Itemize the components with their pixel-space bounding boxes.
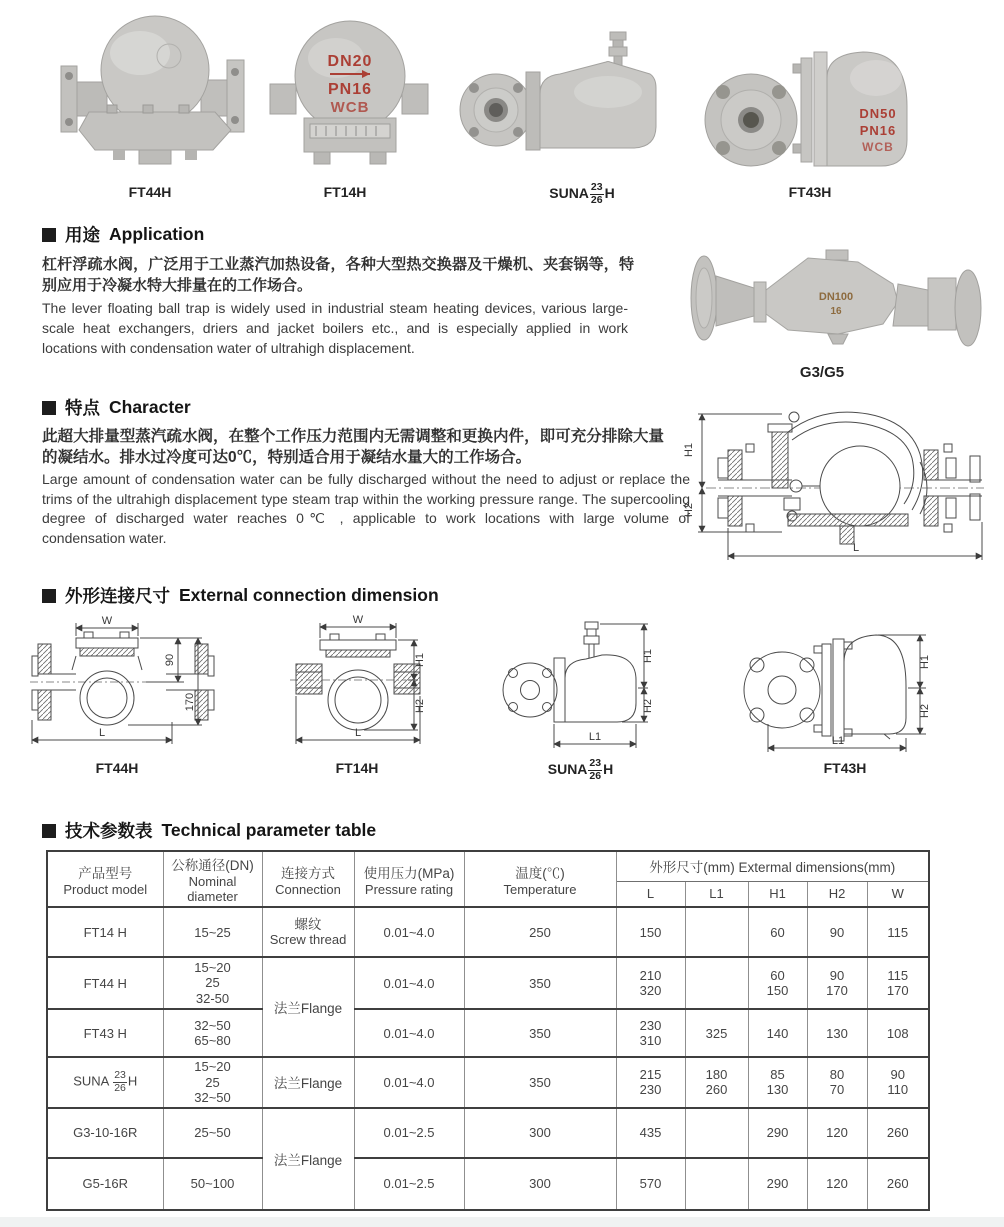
col-header-temperature: 温度(℃) Temperature xyxy=(464,851,616,907)
drawing-label-ft44h: FT44H xyxy=(95,760,139,776)
ft43h-product-photo xyxy=(693,28,913,176)
section-marker-square xyxy=(42,589,56,603)
cell-temperature: 300 xyxy=(464,1108,616,1158)
page-bottom-strip xyxy=(0,1217,1004,1227)
col-header-dimensions-group: 外形尺寸(mm) Extermal dimensions(mm) xyxy=(616,851,929,881)
suna-prefix: SUNA xyxy=(549,184,589,201)
cell-dn: 15~20 25 32~50 xyxy=(163,1057,262,1108)
cell-dim-h2: 90 170 xyxy=(807,957,867,1009)
cell-connection-screw: 螺纹 Screw thread xyxy=(262,907,354,957)
cell-dim-h2: 90 xyxy=(807,907,867,957)
cell-pressure: 0.01~4.0 xyxy=(354,957,464,1009)
cell-pressure: 0.01~2.5 xyxy=(354,1108,464,1158)
section-marker-square xyxy=(42,401,56,415)
dim-label-l: L xyxy=(852,542,860,554)
cell-dn: 15~20 25 32-50 xyxy=(163,957,262,1009)
section-marker-square xyxy=(42,824,56,838)
cell-dim-w: 260 xyxy=(867,1158,929,1210)
ft43h-mark-wcb: WCB xyxy=(862,140,894,154)
ft43h-dimension-drawing xyxy=(738,612,933,754)
dim-label-170: 170 xyxy=(184,692,196,712)
cell-connection-flange: 法兰Flange xyxy=(262,1057,354,1108)
dim-label-h2: H2 xyxy=(642,698,654,714)
cell-dim-l: 570 xyxy=(616,1158,685,1210)
cell-pressure: 0.01~4.0 xyxy=(354,1009,464,1057)
dim-label-l1: L1 xyxy=(831,735,845,747)
col-header-dim-h2: H2 xyxy=(807,881,867,907)
drawing-label-ft43h: FT43H xyxy=(823,760,867,776)
cell-temperature: 300 xyxy=(464,1158,616,1210)
cell-dim-h2: 130 xyxy=(807,1009,867,1057)
character-text-zh: 此超大排量型蒸汽疏水阀，在整个工作压力范围内无需调整和更换内件，即可充分排除大量的凝结水。排水过冷度可达0℃，特别适合用于凝结水量大的工作场合。 xyxy=(42,428,664,466)
cell-dim-w: 108 xyxy=(867,1009,929,1057)
cell-temperature: 350 xyxy=(464,957,616,1009)
cell-dim-w: 115 xyxy=(867,907,929,957)
dim-label-w: W xyxy=(101,615,113,627)
dim-label-l: L xyxy=(354,727,362,739)
dim-label-h2: H2 xyxy=(683,502,695,518)
cell-dn: 15~25 xyxy=(163,907,262,957)
col-header-dim-w: W xyxy=(867,881,929,907)
cell-pressure: 0.01~4.0 xyxy=(354,907,464,957)
cell-model: FT43 H xyxy=(47,1009,163,1057)
cell-model: G5-16R xyxy=(47,1158,163,1210)
ft43h-mark-pn16: PN16 xyxy=(859,123,897,138)
col-header-nominal-diameter: 公称通径(DN) Nominal diameter xyxy=(163,851,262,907)
cell-dim-w: 115 170 xyxy=(867,957,929,1009)
g3g5-mark-dn100: DN100 xyxy=(818,291,854,303)
g3g5-product-photo xyxy=(688,238,993,360)
cell-dim-h1: 60 xyxy=(748,907,807,957)
suna-suffix: H xyxy=(603,760,614,777)
character-heading-zh: 特点 xyxy=(65,398,100,418)
cell-pressure: 0.01~2.5 xyxy=(354,1158,464,1210)
ft14h-product-photo xyxy=(262,18,437,176)
col-header-dim-l1: L1 xyxy=(685,881,748,907)
cell-dim-l: 215 230 xyxy=(616,1057,685,1108)
dim-label-h1: H1 xyxy=(919,654,931,670)
cell-temperature: 250 xyxy=(464,907,616,957)
ft14h-mark-pn16: PN16 xyxy=(327,81,373,98)
application-text-zh: 杠杆浮疏水阀，广泛用于工业蒸汽加热设备，各种大型热交换器及干燥机、夹套锅等，特别应用于冷凝水特大排量在的工作场合。 xyxy=(42,256,634,294)
cell-dim-l: 210 320 xyxy=(616,957,685,1009)
col-header-dim-h1: H1 xyxy=(748,881,807,907)
table-heading-en: Technical parameter table xyxy=(161,820,377,840)
cell-dim-h2: 120 xyxy=(807,1158,867,1210)
cell-dim-l1: 180 260 xyxy=(685,1057,748,1108)
dim-label-h1: H1 xyxy=(642,648,654,664)
table-row-ft14h xyxy=(47,907,929,957)
cross-section-drawing xyxy=(672,398,1002,570)
cell-dim-h2: 120 xyxy=(807,1108,867,1158)
ft44h-dimension-drawing xyxy=(28,614,218,754)
cell-dim-l1 xyxy=(685,957,748,1009)
dim-label-h1: H1 xyxy=(414,652,426,668)
g3g5-mark-16: 16 xyxy=(830,306,842,317)
application-text-en: The lever floating ball trap is widely used in industrial steam heating devices, various large-scale heat exchangers, driers and jacket boilers etc., and is especially applied in work locations with condensation water of ultrahigh displacement. xyxy=(42,300,628,356)
suna-fraction: $\frac{23}{26}$ xyxy=(590,181,603,206)
character-text-en: Large amount of condensation water can be fully discharged without the need to adjust or replace the trims of the ultrahigh displacement type steam trap within the working pressure range. The supercooling degree of discharged water reaches 0℃ , applicable to work locations with large volume of condensation water. xyxy=(42,471,690,546)
suna-product-photo xyxy=(458,22,663,174)
cell-model: SUNA $\frac{23}{26}$ H xyxy=(47,1057,163,1108)
product-label-ft43h: FT43H xyxy=(788,184,832,200)
ft44h-product-photo xyxy=(55,8,250,176)
table-row-ft44h xyxy=(47,957,929,1009)
col-header-connection: 连接方式 Connection xyxy=(262,851,354,907)
dimension-section-heading xyxy=(42,583,439,608)
cell-dim-h1: 85 130 xyxy=(748,1057,807,1108)
dim-label-h1: H1 xyxy=(683,442,695,458)
table-row-ft43h xyxy=(47,1009,929,1057)
cell-dim-l: 230 310 xyxy=(616,1009,685,1057)
dim-label-w: W xyxy=(352,614,364,626)
table-row-suna xyxy=(47,1057,929,1108)
cell-connection-flange: 法兰Flange xyxy=(262,957,354,1057)
character-heading-en: Character xyxy=(109,397,191,417)
col-header-product-model: 产品型号 Product model xyxy=(47,851,163,907)
product-label-ft44h: FT44H xyxy=(128,184,172,200)
dimension-heading-zh: 外形连接尺寸 xyxy=(65,586,170,606)
application-heading-zh: 用途 xyxy=(65,225,100,245)
col-header-pressure: 使用压力(MPa) Pressure rating xyxy=(354,851,464,907)
cell-model: FT44 H xyxy=(47,957,163,1009)
cell-connection-flange: 法兰Flange xyxy=(262,1108,354,1210)
cell-temperature: 350 xyxy=(464,1057,616,1108)
cell-dim-l: 435 xyxy=(616,1108,685,1158)
cell-model: FT14 H xyxy=(47,907,163,957)
col-header-dim-l: L xyxy=(616,881,685,907)
product-label-suna xyxy=(520,182,644,206)
ft14h-mark-dn20: DN20 xyxy=(327,53,373,70)
suna-fraction: $\frac{23}{26}$ xyxy=(114,1069,126,1094)
drawing-label-suna xyxy=(518,758,643,782)
cell-dim-w: 260 xyxy=(867,1108,929,1158)
character-heading xyxy=(42,395,191,420)
cell-dn: 32~50 65~80 xyxy=(163,1009,262,1057)
ft14h-dimension-drawing xyxy=(288,614,428,754)
suna-prefix: SUNA xyxy=(547,760,588,777)
cell-dim-l1 xyxy=(685,907,748,957)
cell-dim-l1 xyxy=(685,1158,748,1210)
cell-dn: 25~50 xyxy=(163,1108,262,1158)
cell-dim-w: 90 110 xyxy=(867,1057,929,1108)
suna-dimension-drawing xyxy=(500,608,655,756)
table-row-g3 xyxy=(47,1108,929,1158)
cell-dim-l: 150 xyxy=(616,907,685,957)
cell-dn: 50~100 xyxy=(163,1158,262,1210)
suna-fraction: $\frac{23}{26}$ xyxy=(589,757,602,782)
suna-suffix: H xyxy=(604,184,615,201)
section-marker-square xyxy=(42,228,56,242)
table-row-g5 xyxy=(47,1158,929,1210)
cell-dim-l1 xyxy=(685,1108,748,1158)
cell-dim-h1: 140 xyxy=(748,1009,807,1057)
cell-dim-h1: 60 150 xyxy=(748,957,807,1009)
cell-dim-h1: 290 xyxy=(748,1108,807,1158)
g3g5-label: G3/G5 xyxy=(799,364,845,381)
cell-pressure: 0.01~4.0 xyxy=(354,1057,464,1108)
technical-parameter-table xyxy=(46,850,930,1211)
ft14h-mark-wcb: WCB xyxy=(330,99,370,116)
cell-temperature: 350 xyxy=(464,1009,616,1057)
nameplate xyxy=(310,124,390,138)
application-heading xyxy=(42,222,204,247)
dim-label-h2: H2 xyxy=(919,703,931,719)
cell-dim-h1: 290 xyxy=(748,1158,807,1210)
cell-dim-l1: 325 xyxy=(685,1009,748,1057)
dim-label-h2: H2 xyxy=(414,698,426,714)
ft43h-mark-dn50: DN50 xyxy=(859,106,897,121)
table-heading-zh: 技术参数表 xyxy=(65,821,153,841)
application-heading-en: Application xyxy=(109,224,205,244)
drawing-label-ft14h: FT14H xyxy=(335,760,379,776)
table-section-heading xyxy=(42,818,376,843)
dim-label-l: L xyxy=(98,727,106,739)
cell-model: G3-10-16R xyxy=(47,1108,163,1158)
dim-label-90: 90 xyxy=(164,653,176,667)
cell-dim-h2: 80 70 xyxy=(807,1057,867,1108)
dimension-heading-en: External connection dimension xyxy=(179,585,439,605)
dim-label-l1: L1 xyxy=(588,731,602,743)
vent-valve xyxy=(610,32,626,40)
product-label-ft14h: FT14H xyxy=(323,184,367,200)
